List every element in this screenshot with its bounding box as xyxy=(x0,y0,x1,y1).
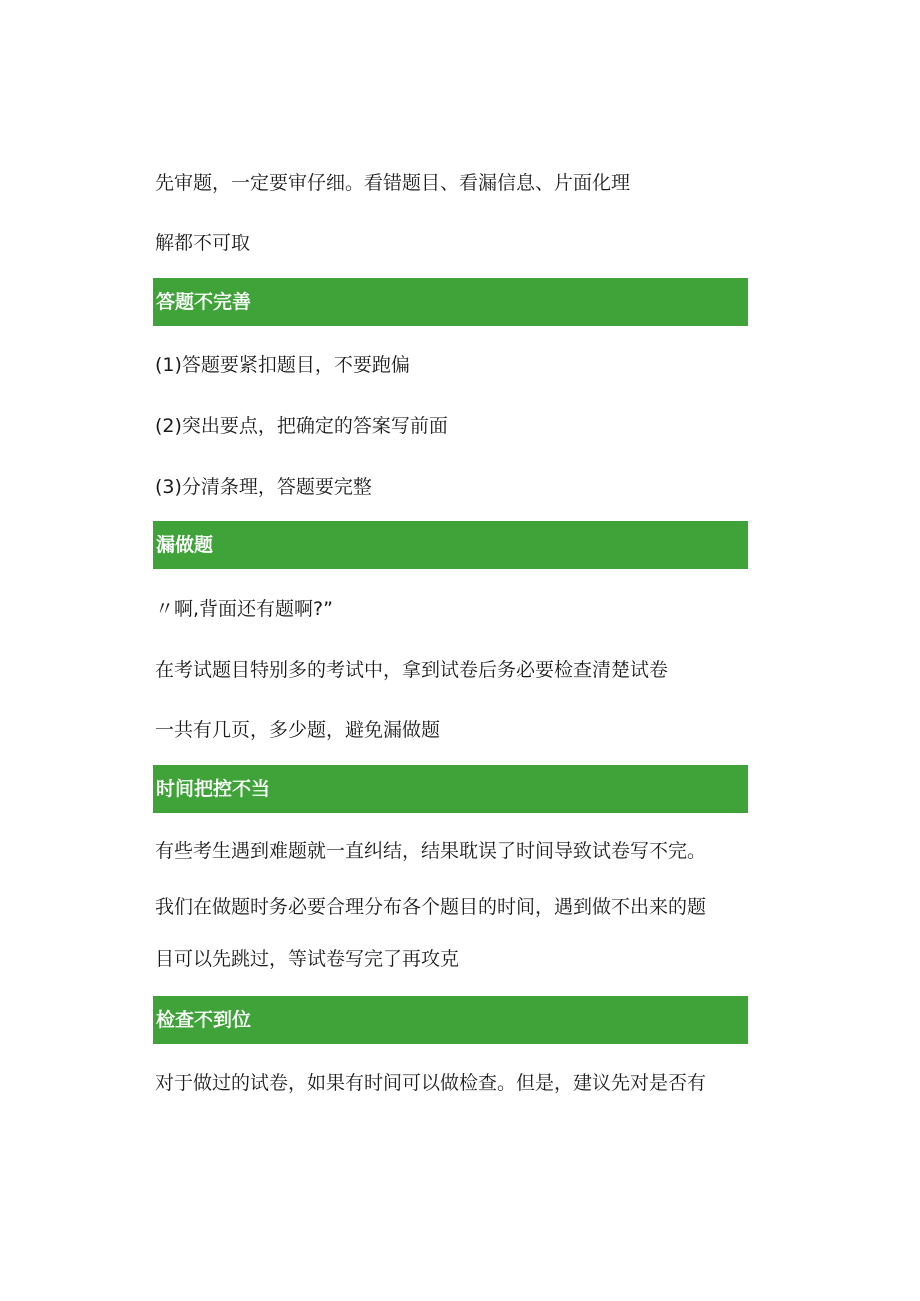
section-line: 目可以先跳过，等试卷写完了再攻克 xyxy=(155,948,460,970)
section-line: 对于做过的试卷，如果有时间可以做检查。但是，建议先对是否有 xyxy=(155,1072,707,1094)
section-line: (2)突出要点，把确定的答案写前面 xyxy=(155,415,448,437)
section-heading-bar xyxy=(153,278,748,326)
section-line: (3)分清条理，答题要完整 xyxy=(155,476,372,498)
section-line: (1)答题要紧扣题目，不要跑偏 xyxy=(155,354,410,376)
section-heading-bar xyxy=(153,996,748,1044)
section-heading: 检查不到位 xyxy=(156,1009,252,1031)
section-line: 有些考生遇到难题就一直纠结，结果耽误了时间导致试卷写不完。 xyxy=(155,840,707,862)
section-line: 在考试题目特别多的考试中，拿到试卷后务必要检查清楚试卷 xyxy=(155,659,669,681)
section-line: 我们在做题时务必要合理分布各个题目的时间，遇到做不出来的题 xyxy=(155,896,707,918)
section-heading: 时间把控不当 xyxy=(156,778,271,800)
section-heading: 答题不完善 xyxy=(156,291,252,313)
section-line: 〃啊,背面还有题啊?” xyxy=(155,598,333,620)
intro-line-1: 先审题，一定要审仔细。看错题目、看漏信息、片面化理 xyxy=(155,172,631,194)
intro-line-2: 解都不可取 xyxy=(155,232,251,254)
section-heading-bar xyxy=(153,521,748,569)
section-heading: 漏做题 xyxy=(156,534,214,556)
section-heading-bar xyxy=(153,765,748,813)
section-line: 一共有几页，多少题，避免漏做题 xyxy=(155,719,441,741)
